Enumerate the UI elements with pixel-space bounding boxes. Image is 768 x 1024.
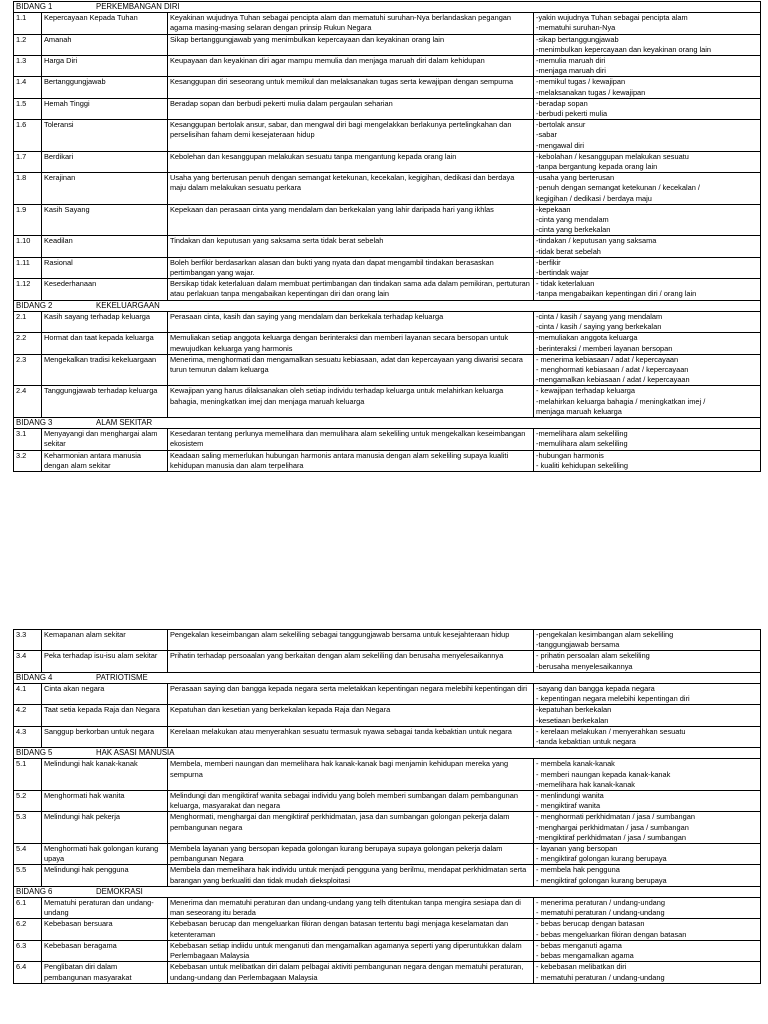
- keypoint-line: - mengiktiraf golongan kurang berupaya: [536, 854, 667, 864]
- value-name: Kasih Sayang: [42, 204, 168, 236]
- section-title: PERKEMBANGAN DIRI: [96, 2, 180, 11]
- keypoint-line: -cinta yang berkekalan: [536, 225, 611, 235]
- value-name: Menghormati hak golongan kurang upaya: [42, 844, 168, 865]
- section-header-row: [14, 672, 761, 683]
- section-header: [14, 300, 761, 311]
- value-keypoints: [534, 962, 761, 983]
- value-name: Melindungi hak pengguna: [42, 865, 168, 886]
- keypoint-line: - mengiktiraf wanita: [536, 801, 601, 811]
- value-keypoints: [534, 919, 761, 940]
- value-name: Mematuhi peraturan dan undang-undang: [42, 898, 168, 919]
- value-number: 1.7: [14, 151, 42, 172]
- value-name: Bertanggungjawab: [42, 77, 168, 98]
- keypoint-line: -berinteraksi / memberi layanan bersopan: [536, 343, 673, 353]
- value-name: Tanggungjawab terhadap keluarga: [42, 386, 168, 418]
- value-name: Harga Diri: [42, 56, 168, 77]
- section-header-row: [14, 2, 761, 13]
- value-definition: Perasaan saying dan bangga kepada negara serta meletakkan kepentingan negara melebihi kepentingan diri: [168, 684, 534, 705]
- value-definition: Perasaan cinta, kasih dan saying yang mendalam dan berkekala terhadap keluarga: [168, 311, 534, 332]
- value-definition: Pengekalan keseimbangan alam sekeliling sebagai tanggungjawab bersama untuk kesejahteraan hidup: [168, 630, 534, 651]
- value-definition: Kerelaan melakukan atau menyerahkan sesuatu termasuk nyawa sebagai tanda kebaktian untuk negara: [168, 726, 534, 747]
- keypoint-line: - membela kanak-kanak: [536, 759, 615, 769]
- value-keypoints: [534, 311, 761, 332]
- value-name: Kebebasan bersuara: [42, 919, 168, 940]
- keypoint-line: -memulihara alam sekeliling: [536, 439, 628, 449]
- table-row: [14, 13, 761, 34]
- table-row: [14, 898, 761, 919]
- value-number: 1.6: [14, 120, 42, 152]
- value-keypoints: [534, 759, 761, 791]
- value-name: Kasih sayang terhadap keluarga: [42, 311, 168, 332]
- value-number: 4.3: [14, 726, 42, 747]
- keypoint-line: -mengamalkan kebiasaan / adat / kepercayaan: [536, 375, 690, 385]
- value-number: 5.2: [14, 791, 42, 812]
- keypoint-line: -kepekaan: [536, 204, 571, 214]
- section-label: BIDANG 2: [16, 300, 53, 310]
- value-definition: Usaha yang berterusan penuh dengan semangat ketekunan, kecekalan, kegigihan, dedikasi dan berdaya maju dalam melakukan sesuatu perkara: [168, 173, 534, 205]
- section-label: BIDANG 1: [16, 2, 53, 11]
- value-number: 2.2: [14, 333, 42, 354]
- table-row: [14, 684, 761, 705]
- section-header: [14, 2, 761, 13]
- value-keypoints: [534, 279, 761, 300]
- value-number: 1.9: [14, 204, 42, 236]
- keypoint-line: - membela hak pengguna: [536, 865, 620, 875]
- table-row: [14, 151, 761, 172]
- value-definition: Kesanggupan diri seseorang untuk memikul dan melaksanakan tugas serta kewajipan dengan sempurna: [168, 77, 534, 98]
- keypoint-line: -bertolak ansur: [536, 120, 586, 130]
- value-name: Hemah Tinggi: [42, 98, 168, 119]
- table-row: [14, 333, 761, 354]
- value-keypoints: [534, 450, 761, 471]
- value-name: Kemapanan alam sekitar: [42, 630, 168, 651]
- table-row: [14, 279, 761, 300]
- value-definition: Menghormati, menghargai dan mengiktiraf perkhidmatan, jasa dan sumbangan golongan pekerja dalam pembangunan negara: [168, 812, 534, 844]
- value-keypoints: [534, 120, 761, 152]
- keypoint-line: -mengawal diri: [536, 140, 585, 150]
- value-definition: Kepatuhan dan kesetian yang berkekalan kepada Raja dan Negara: [168, 705, 534, 726]
- keypoint-line: - menerima kebiasaan / adat / kepercayaan: [536, 354, 679, 364]
- section-header-row: [14, 417, 761, 428]
- table-row: [14, 257, 761, 278]
- keypoint-line: -melahirkan keluarga bahagia / meningkatkan imej /: [536, 396, 706, 406]
- value-keypoints: [534, 151, 761, 172]
- table-row: [14, 386, 761, 418]
- keypoint-line: -menimbulkan kepercayaan dan keyakinan orang lain: [536, 44, 712, 54]
- value-number: 1.10: [14, 236, 42, 257]
- value-number: 1.12: [14, 279, 42, 300]
- keypoint-line: -sabar: [536, 130, 557, 140]
- table-row: [14, 354, 761, 386]
- keypoint-line: -bertindak wajar: [536, 268, 589, 278]
- keypoint-line: -berusaha menyelesaikannya: [536, 661, 633, 671]
- section-header: [14, 748, 761, 759]
- keypoint-line: -menjaga maruah diri: [536, 66, 606, 76]
- keypoint-line: -memelihara alam sekeliling: [536, 429, 628, 439]
- keypoint-line: -memelihara hak kanak-kanak: [536, 779, 635, 789]
- value-keypoints: [534, 56, 761, 77]
- table-row: [14, 429, 761, 450]
- keypoint-line: - kualiti kehidupan sekeliling: [536, 460, 629, 470]
- value-name: Menyayangi dan menghargai alam sekitar: [42, 429, 168, 450]
- section-header: [14, 417, 761, 428]
- value-name: Keharmonian antara manusia dengan alam sekitar: [42, 450, 168, 471]
- value-number: 3.2: [14, 450, 42, 471]
- value-definition: Keupayaan dan keyakinan diri agar mampu memulia dan menjaga maruah diri dalam kehidupan: [168, 56, 534, 77]
- value-number: 1.3: [14, 56, 42, 77]
- value-definition: Kebebasan untuk melibatkan diri dalam pelbagai aktiviti pembangunan negara dengan mematuhi peraturan, undang-undang dan Perlembagaan Malaysia: [168, 962, 534, 983]
- section-title: HAK ASASI MANUSIA: [96, 748, 175, 758]
- keypoint-line: - kebebasan melibatkan diri: [536, 962, 627, 972]
- table-row: [14, 812, 761, 844]
- value-keypoints: [534, 726, 761, 747]
- keypoint-line: -penuh dengan semangat ketekunan / kecekalan /: [536, 183, 700, 193]
- table-row: [14, 56, 761, 77]
- section-header: [14, 672, 761, 683]
- value-name: Kepercayaan Kepada Tuhan: [42, 13, 168, 34]
- table-row: [14, 120, 761, 152]
- value-keypoints: [534, 630, 761, 651]
- value-number: 1.4: [14, 77, 42, 98]
- keypoint-line: -tanggungjawab bersama: [536, 640, 620, 650]
- keypoint-line: -tanpa mengabaikan kepentingan diri / orang lain: [536, 289, 697, 299]
- table-row: [14, 630, 761, 651]
- keypoint-line: -memuliakan anggota keluarga: [536, 333, 638, 343]
- keypoint-line: -melaksanakan tugas / kewajipan: [536, 87, 646, 97]
- keypoint-line: - kepentingan negara melebihi kepentingan diri: [536, 694, 690, 704]
- value-keypoints: [534, 898, 761, 919]
- section-label: BIDANG 6: [16, 886, 53, 896]
- value-number: 1.2: [14, 34, 42, 55]
- value-keypoints: [534, 333, 761, 354]
- value-keypoints: [534, 791, 761, 812]
- keypoint-line: -mengiktiraf perkhidmatan / jasa / sumbangan: [536, 832, 686, 842]
- value-number: 6.3: [14, 940, 42, 961]
- table-row: [14, 173, 761, 205]
- value-keypoints: [534, 651, 761, 672]
- table-row: [14, 940, 761, 961]
- value-definition: Melindungi dan mengiktiraf wanita sebagai individu yang boleh memberi sumbangan dalam pembangunan keluarga, masyarakat dan negara: [168, 791, 534, 812]
- value-number: 6.4: [14, 962, 42, 983]
- keypoint-line: - kewajipan terhadap keluarga: [536, 386, 636, 396]
- value-definition: Membela, memberi naungan dan memelihara hak kanak-kanak bagi menjamin kehidupan mereka yang sempurna: [168, 759, 534, 791]
- keypoint-line: -sikap bertanggungjawab: [536, 34, 619, 44]
- table-row: [14, 34, 761, 55]
- keypoint-line: -hubungan harmonis: [536, 450, 604, 460]
- value-definition: Keadaan saling memerlukan hubungan harmonis antara manusia dengan alam sekeliling supaya kualiti kehidupan manusia dan alam terpelihara: [168, 450, 534, 471]
- value-definition: Kepekaan dan perasaan cinta yang mendalam dan berkekalan yang lahir daripada hari yang ikhlas: [168, 204, 534, 236]
- table-row: [14, 791, 761, 812]
- table-row: [14, 651, 761, 672]
- value-definition: Memuliakan setiap anggota keluarga dengan berinteraksi dan memberi layanan secara bersopan untuk mewujudkan keluarga yang harmonis: [168, 333, 534, 354]
- value-keypoints: [534, 386, 761, 418]
- value-definition: Sikap bertanggungjawab yang menimbulkan kepercayaan dan keyakinan orang lain: [168, 34, 534, 55]
- value-definition: Membela layanan yang bersopan kepada golongan kurang berupaya supaya golongan pekerja dalam pembangunan Negara: [168, 844, 534, 865]
- table-row: [14, 726, 761, 747]
- value-definition: Boleh berfikir berdasarkan alasan dan bukti yang nyata dan dapat mengambil tindakan berasaskan pertimbangan yang wajar.: [168, 257, 534, 278]
- value-number: 1.8: [14, 173, 42, 205]
- value-definition: Prihatin terhadap persoaalan yang berkaitan dengan alam sekeliling dan berusaha menyelesaikannya: [168, 651, 534, 672]
- keypoint-line: menjaga maruah keluarga: [536, 406, 622, 416]
- table-row: [14, 236, 761, 257]
- value-name: Rasional: [42, 257, 168, 278]
- value-keypoints: [534, 34, 761, 55]
- table-row: [14, 865, 761, 886]
- keypoint-line: kegigihan / dedikasi / berdaya maju: [536, 193, 652, 203]
- section-header-row: [14, 300, 761, 311]
- value-definition: Kebebasan setiap indiidu untuk menganuti dan mengamalkan agamanya seperti yang diperuntukkan dalam Perlembagaan Malaysia: [168, 940, 534, 961]
- value-definition: Kebolehan dan kesanggupan melakukan sesuatu tanpa mengantung kepada orang lain: [168, 151, 534, 172]
- value-keypoints: [534, 705, 761, 726]
- value-definition: Kesanggupan bertolak ansur, sabar, dan mengwal diri bagi mengelakkan berlakunya pertelingkahan dan perselisihan faham demi kesejateraan hidup: [168, 120, 534, 152]
- table-row: [14, 98, 761, 119]
- value-keypoints: [534, 98, 761, 119]
- keypoint-line: -cinta / kasih / sayang yang mendalam: [536, 311, 663, 321]
- table-row: [14, 705, 761, 726]
- keypoint-line: - mengiktiraf golongan kurang berupaya: [536, 875, 667, 885]
- value-number: 5.3: [14, 812, 42, 844]
- value-name: Taat setia kepada Raja dan Negara: [42, 705, 168, 726]
- value-definition: Tindakan dan keputusan yang saksama serta tidak berat sebelah: [168, 236, 534, 257]
- value-name: Melindungi hak pekerja: [42, 812, 168, 844]
- keypoint-line: -menghargai perkhidmatan / jasa / sumbangan: [536, 822, 689, 832]
- value-keypoints: [534, 940, 761, 961]
- value-name: Cinta akan negara: [42, 684, 168, 705]
- section-title: KEKELUARGAAN: [96, 300, 160, 310]
- value-name: Kesederhanaan: [42, 279, 168, 300]
- keypoint-line: -pengekalan kesimbangan alam sekeliling: [536, 630, 674, 639]
- value-keypoints: [534, 173, 761, 205]
- value-keypoints: [534, 865, 761, 886]
- keypoint-line: -sayang dan bangga kepada negara: [536, 684, 655, 694]
- keypoint-line: -usaha yang berterusan: [536, 173, 615, 183]
- table-row: [14, 77, 761, 98]
- value-definition: Kebebasan berucap dan mengeluarkan fikiran dengan batasan tertentu bagi menjaga keselamatan dan ketenteraman: [168, 919, 534, 940]
- table-row: [14, 450, 761, 471]
- value-number: 2.3: [14, 354, 42, 386]
- keypoint-line: -mematuhi suruhan-Nya: [536, 23, 616, 33]
- keypoint-line: -tidak berat sebelah: [536, 246, 601, 256]
- value-definition: Menerima, menghormati dan mengamalkan sesuatu kebiasaan, adat dan kepercayaan yang diwarisi secara turun temurun dalam keluarga: [168, 354, 534, 386]
- keypoint-line: -kepatuhan berkekalan: [536, 705, 612, 715]
- keypoint-line: -cinta / kasih / saying yang berkekalan: [536, 322, 662, 332]
- value-name: Berdikari: [42, 151, 168, 172]
- value-number: 1.1: [14, 13, 42, 34]
- section-label: BIDANG 5: [16, 748, 53, 758]
- table-row: [14, 311, 761, 332]
- values-table-part-1: [13, 1, 761, 472]
- table-row: [14, 962, 761, 983]
- value-definition: Bersikap tidak keterlaluan dalam membuat pertimbangan dan tindakan sama ada dalam pemikiran, pertuturan atau perlakuan tanpa mengabaikan kepentingan diri dan orang lain: [168, 279, 534, 300]
- keypoint-line: -kebolahan / kesanggupan melakukan sesuatu: [536, 151, 689, 161]
- value-definition: Menerima dan mematuhi peraturan dan undang-undang yang telh ditentukan tanpa mengira sesiapa dan di man seseorang itu berada: [168, 898, 534, 919]
- value-definition: Kewajipan yang harus dilaksanakan oleh setiap individu terhadap keluarga untuk melahirkan keluarga bahagia, meningkatkan imej dan menjaga maruah keluarga: [168, 386, 534, 418]
- value-number: 5.1: [14, 759, 42, 791]
- section-title: PATRIOTISME: [96, 672, 148, 682]
- keypoint-line: -berfikir: [536, 257, 561, 267]
- value-keypoints: [534, 812, 761, 844]
- value-name: Peka terhadap isu-isu alam sekitar: [42, 651, 168, 672]
- value-number: 1.5: [14, 98, 42, 119]
- keypoint-line: -tanda kebaktian untuk negara: [536, 737, 636, 747]
- table-row: [14, 919, 761, 940]
- keypoint-line: -tanpa bergantung kepada orang lain: [536, 162, 658, 172]
- value-name: Kerajinan: [42, 173, 168, 205]
- value-number: 3.3: [14, 630, 42, 651]
- keypoint-line: - kerelaan melakukan / menyerahkan sesuatu: [536, 726, 686, 736]
- value-number: 3.1: [14, 429, 42, 450]
- keypoint-line: -tindakan / keputusan yang saksama: [536, 236, 657, 246]
- value-number: 6.2: [14, 919, 42, 940]
- section-label: BIDANG 3: [16, 417, 53, 427]
- value-name: Hormat dan taat kepada keluarga: [42, 333, 168, 354]
- value-name: Melindungi hak kanak-kanak: [42, 759, 168, 791]
- keypoint-line: - menghormati perkhidmatan / jasa / sumbangan: [536, 812, 695, 822]
- table-row: [14, 204, 761, 236]
- value-keypoints: [534, 429, 761, 450]
- value-keypoints: [534, 354, 761, 386]
- keypoint-line: -cinta yang mendalam: [536, 215, 609, 225]
- section-header-row: [14, 886, 761, 897]
- keypoint-line: -kesetiaan berkekalan: [536, 715, 609, 725]
- keypoint-line: - memberi naungan kepada kanak-kanak: [536, 769, 671, 779]
- keypoint-line: -beradap sopan: [536, 98, 588, 108]
- keypoint-line: - menerima peraturan / undang-undang: [536, 898, 666, 908]
- value-number: 4.2: [14, 705, 42, 726]
- value-definition: Kesedaran tentang perlunya memelihara dan memulihara alam sekeliling untuk mengekalkan keseimbangan ekosistem: [168, 429, 534, 450]
- section-title: DEMOKRASI: [96, 886, 143, 896]
- value-name: Toleransi: [42, 120, 168, 152]
- keypoint-line: - mematuhi peraturan / undang-undang: [536, 972, 665, 982]
- value-name: Amanah: [42, 34, 168, 55]
- keypoint-line: - tidak keterlaluan: [536, 279, 595, 289]
- section-title: ALAM SEKITAR: [96, 417, 153, 427]
- value-definition: Beradap sopan dan berbudi pekerti mulia dalam pergaulan seharian: [168, 98, 534, 119]
- value-keypoints: [534, 77, 761, 98]
- value-keypoints: [534, 204, 761, 236]
- value-keypoints: [534, 236, 761, 257]
- keypoint-line: - bebas menganuti agama: [536, 940, 622, 950]
- value-definition: Keyakinan wujudnya Tuhan sebagai pencipta alam dan mematuhi suruhan-Nya berlandaskan pegangan agama masing-masing selaran dengan prinsip Rukun Negara: [168, 13, 534, 34]
- value-number: 5.5: [14, 865, 42, 886]
- value-name: Menghormati hak wanita: [42, 791, 168, 812]
- keypoint-line: - menlindungi wanita: [536, 791, 604, 801]
- keypoint-line: - prihatin persoalan alam sekeliling: [536, 651, 650, 661]
- value-name: Penglibatan diri dalam pembangunan masyarakat: [42, 962, 168, 983]
- keypoint-line: - menghormati kebiasaan / adat / kepercayaan: [536, 364, 689, 374]
- value-number: 6.1: [14, 898, 42, 919]
- table-row: [14, 759, 761, 791]
- value-number: 3.4: [14, 651, 42, 672]
- value-keypoints: [534, 844, 761, 865]
- value-number: 2.1: [14, 311, 42, 332]
- value-number: 4.1: [14, 684, 42, 705]
- keypoint-line: -yakin wujudnya Tuhan sebagai pencipta alam: [536, 13, 688, 23]
- keypoint-line: -memulia maruah diri: [536, 56, 606, 66]
- keypoint-line: -berbudi pekerti mulia: [536, 109, 608, 119]
- value-number: 5.4: [14, 844, 42, 865]
- value-definition: Membela dan memelihara hak individu untuk menjadi pengguna yang berilmu, mendapat perkhidmatan serta barangan yang berkualiti dan tidak mudah dieksploitasi: [168, 865, 534, 886]
- value-number: 1.11: [14, 257, 42, 278]
- values-table-part-2: [13, 629, 761, 984]
- value-keypoints: [534, 257, 761, 278]
- table-row: [14, 844, 761, 865]
- value-name: Mengekalkan tradisi kekeluargaan: [42, 354, 168, 386]
- section-header: [14, 886, 761, 897]
- keypoint-line: - bebas mengamalkan agama: [536, 951, 634, 961]
- keypoint-line: -memikul tugas / kewajipan: [536, 77, 626, 87]
- value-keypoints: [534, 684, 761, 705]
- section-label: BIDANG 4: [16, 672, 53, 682]
- keypoint-line: - layanan yang bersopan: [536, 844, 618, 854]
- keypoint-line: - bebas berucap dengan batasan: [536, 919, 645, 929]
- section-header-row: [14, 748, 761, 759]
- value-name: Keadilan: [42, 236, 168, 257]
- value-name: Kebebasan beragama: [42, 940, 168, 961]
- keypoint-line: - bebas mengeluarkan fikiran dengan batasan: [536, 929, 687, 939]
- value-name: Sanggup berkorban untuk negara: [42, 726, 168, 747]
- value-number: 2.4: [14, 386, 42, 418]
- keypoint-line: - mematuhi peraturan / undang-undang: [536, 908, 665, 918]
- value-keypoints: [534, 13, 761, 34]
